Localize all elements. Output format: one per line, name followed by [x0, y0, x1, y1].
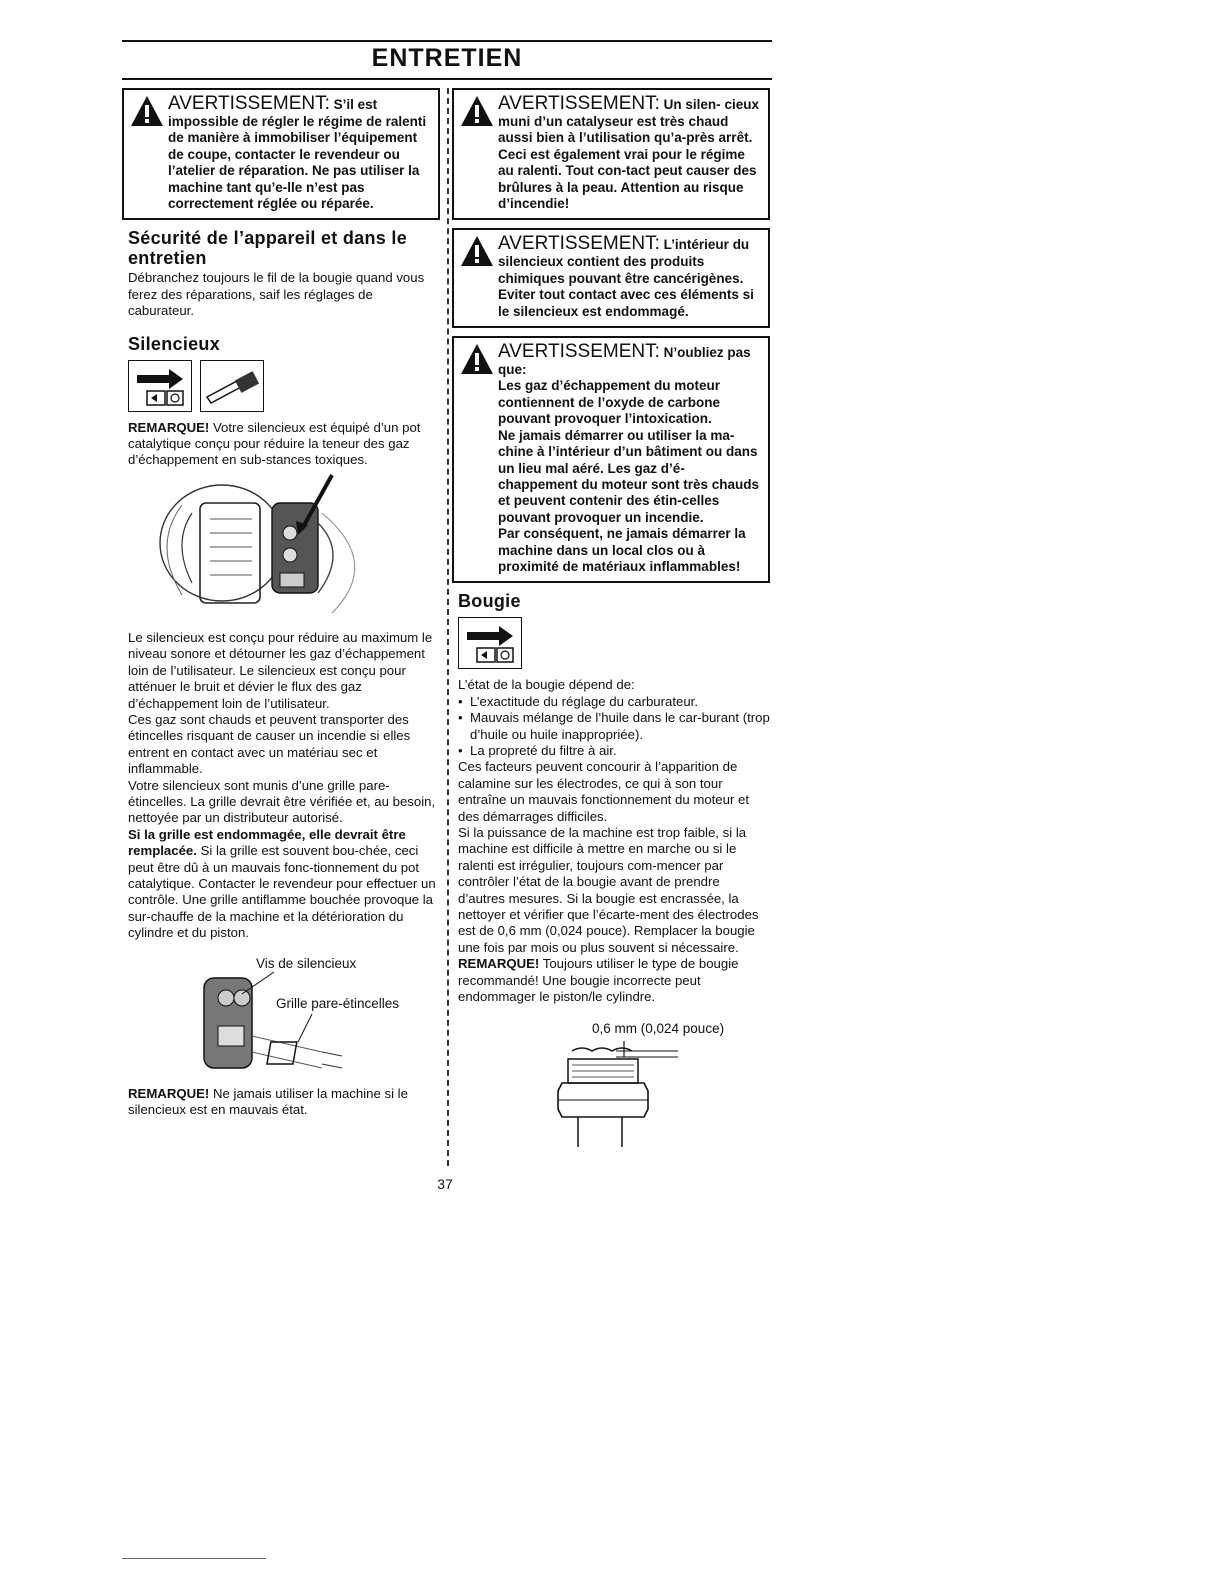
- footer-rule: [122, 1558, 266, 1559]
- header-rule-top: [122, 40, 772, 42]
- warning-box-chemicals: [452, 228, 770, 328]
- warning-text: du silencieux contient des produits chimiques pouvant être cancérigènes. Eviter tout contact avec ces éléments si le silencieux est endommagé.: [498, 237, 754, 319]
- note-text: Toujours utiliser le type de bougie recommandé! Une bougie incorrecte peut endommager le piston/le cylindre.: [458, 956, 739, 1005]
- warning-lead: N’oubliez: [663, 345, 724, 361]
- label-muffler-screw: Vis de silencieux: [256, 955, 357, 971]
- right-column: [452, 88, 770, 1161]
- safety-text: Débranchez toujours le fil de la bougie quand vous ferez des réparations, saif les réglages de caburateur.: [128, 270, 425, 319]
- note-label: REMARQUE!: [128, 419, 210, 435]
- muffler-note2: [128, 1086, 440, 1119]
- muffler-note1: [128, 420, 440, 469]
- warning-lead: S’il est: [333, 97, 378, 112]
- plug-para1: Ces facteurs peuvent concourir à l’apparition de calamine sur les électrodes, ce qui à son tour entraîne un mauvais fonctionnement du moteur et des démarrages difficiles.: [458, 759, 750, 824]
- section-heading-muffler: Silencieux: [128, 333, 221, 354]
- spark-plug-gap-illustration: [452, 1017, 770, 1157]
- section-heading-spark-plug: Bougie: [458, 591, 521, 612]
- warning-text: impossible de régler le régime de ralenti de manière à immobiliser l’équipement de coupe, contacter le revendeur ou l’atelier de réparation. Ne pas utiliser la machine tant qu’e-lle n’est pas correctement réglée ou réparée.: [168, 114, 427, 212]
- warning-title: AVERTISSEMENT:: [498, 233, 660, 255]
- arrow-symbol-icon: [458, 617, 522, 669]
- plug-para2: Si la puissance de la machine est trop faible, si la machine est difficile à mettre en marche ou si le ralenti est irrégulier, toujours com-mencer par contrôler l’état de la bougie avant de prendre d’autres mesures. Si la bougie est encrassée, la nettoyer et vérifier que l’écarte-ment des électrodes est de 0,6 mm (0,024 pouce). Remplacer la bougie une fois par mois ou plus souvent si nécessaire.: [458, 825, 759, 955]
- muffler-para3: Votre silencieux sont munis d’une grille pare-étincelles. La grille devrait être vérifiée et, au besoin, nettoyée par un distributeur autorisé.: [128, 777, 436, 826]
- note-label: REMARQUE!: [458, 956, 540, 972]
- warning-text-a: pas que:: [498, 345, 751, 378]
- warning-text: cieux muni d’un catalyseur est très chaud aussi bien à l’utilisation qu’a-près arrêt. Ceci est également vrai pour le régime au ralenti. Tout con-tact peut causer des brûlures à la peau. Attention au risque d’incendie!: [498, 97, 759, 212]
- muffler-para1: Le silencieux est conçu pour réduire au maximum le niveau sonore et détourner les gaz d’échappement loin de l’utilisateur. Le silencieux est conçu pour atténuer le bruit et dévier le flux des gaz d’échappement loin de l’utilisateur.: [128, 629, 433, 711]
- section-heading-safety: Sécurité de l’appareil et dans le entretien: [128, 228, 408, 269]
- warning-text-b: Les gaz d’échappement du moteur contiennent de l’oxyde de carbone pouvant provoquer l’intoxication.: [498, 378, 721, 427]
- warning-box-exhaust: [452, 336, 770, 583]
- list-item: • Mauvais mélange de l’huile dans le car-burant (trop d’huile ou huile inappropriée).: [458, 710, 770, 743]
- plug-icon-row: [458, 617, 770, 669]
- label-spark-grille: Grille pare-étincelles: [276, 995, 400, 1011]
- plug-note: [458, 956, 770, 1005]
- column-divider: [447, 88, 449, 1166]
- page-number: 37: [437, 1176, 453, 1192]
- note-label: REMARQUE!: [128, 1085, 210, 1101]
- engine-muffler-illustration: [122, 473, 440, 626]
- warning-triangle-icon: [460, 94, 494, 128]
- left-column: [122, 88, 440, 1118]
- muffler-icon-row: [128, 360, 440, 412]
- warning-text-d: Par conséquent, ne jamais démarrer la machine dans un local clos ou à proximité de matériaux inflammables!: [498, 526, 746, 574]
- warning-box-idle: [122, 88, 440, 220]
- grille-damaged-bold: Si la grille est endommagée, elle devrait être remplacée.: [128, 826, 406, 859]
- note-text: Ne jamais utiliser la machine si le silencieux est en mauvais état.: [128, 1085, 408, 1117]
- warning-lead: L’intérieur: [663, 237, 729, 253]
- gap-label: 0,6 mm (0,024 pouce): [592, 1021, 725, 1037]
- warning-text-c: Ne jamais démarrer ou utiliser la ma-chine à l’intérieur d’un bâtiment ou dans un lieu mal aéré. Les gaz d’é-chappement du moteur sont très chauds et peuvent contenir des étin-celles pouvant provoquer un incendie.: [498, 427, 760, 525]
- muffler-para2: Ces gaz sont chauds et peuvent transporter des étincelles risquant de causer un incendie si elles entrent en contact avec un matériau sec et inflammable.: [128, 711, 411, 777]
- page-title: ENTRETIEN: [371, 44, 523, 72]
- warning-triangle-icon: [130, 94, 164, 128]
- plug-intro: L’état de la bougie dépend de:: [458, 677, 635, 693]
- list-item: • L’exactitude du réglage du carburateur.: [458, 694, 770, 710]
- arrow-symbol-icon: [128, 360, 192, 412]
- header-rule-bottom: [122, 78, 772, 80]
- list-item: • La propreté du filtre à air.: [458, 743, 770, 759]
- note-text: Votre silencieux est équipé d’un pot catalytique conçu pour réduire la teneur des gaz d’échappement en sub-stances toxiques.: [128, 419, 421, 468]
- grille-text: Si la grille est souvent bou-chée, ceci peut être dû à un mauvais fonc-tionnement du pot catalytique. Contacter le revendeur pour effectuer un contrôle. Une grille antiflamme bouchée provoque la sur-chauffe de la machine et la détérioration du cylindre et du piston.: [128, 843, 436, 941]
- warning-triangle-icon: [460, 342, 494, 376]
- warning-triangle-icon: [460, 234, 494, 268]
- spark-arrester-illustration: [122, 956, 440, 1082]
- warning-title: AVERTISSEMENT:: [168, 93, 330, 114]
- warning-title: AVERTISSEMENT:: [498, 93, 660, 114]
- brush-icon: [200, 360, 264, 412]
- warning-title: AVERTISSEMENT:: [498, 341, 660, 363]
- muffler-para4: [128, 827, 440, 942]
- warning-lead: Un silen-: [663, 97, 721, 112]
- warning-box-hot-muffler: [452, 88, 770, 220]
- plug-condition-list: [458, 694, 770, 760]
